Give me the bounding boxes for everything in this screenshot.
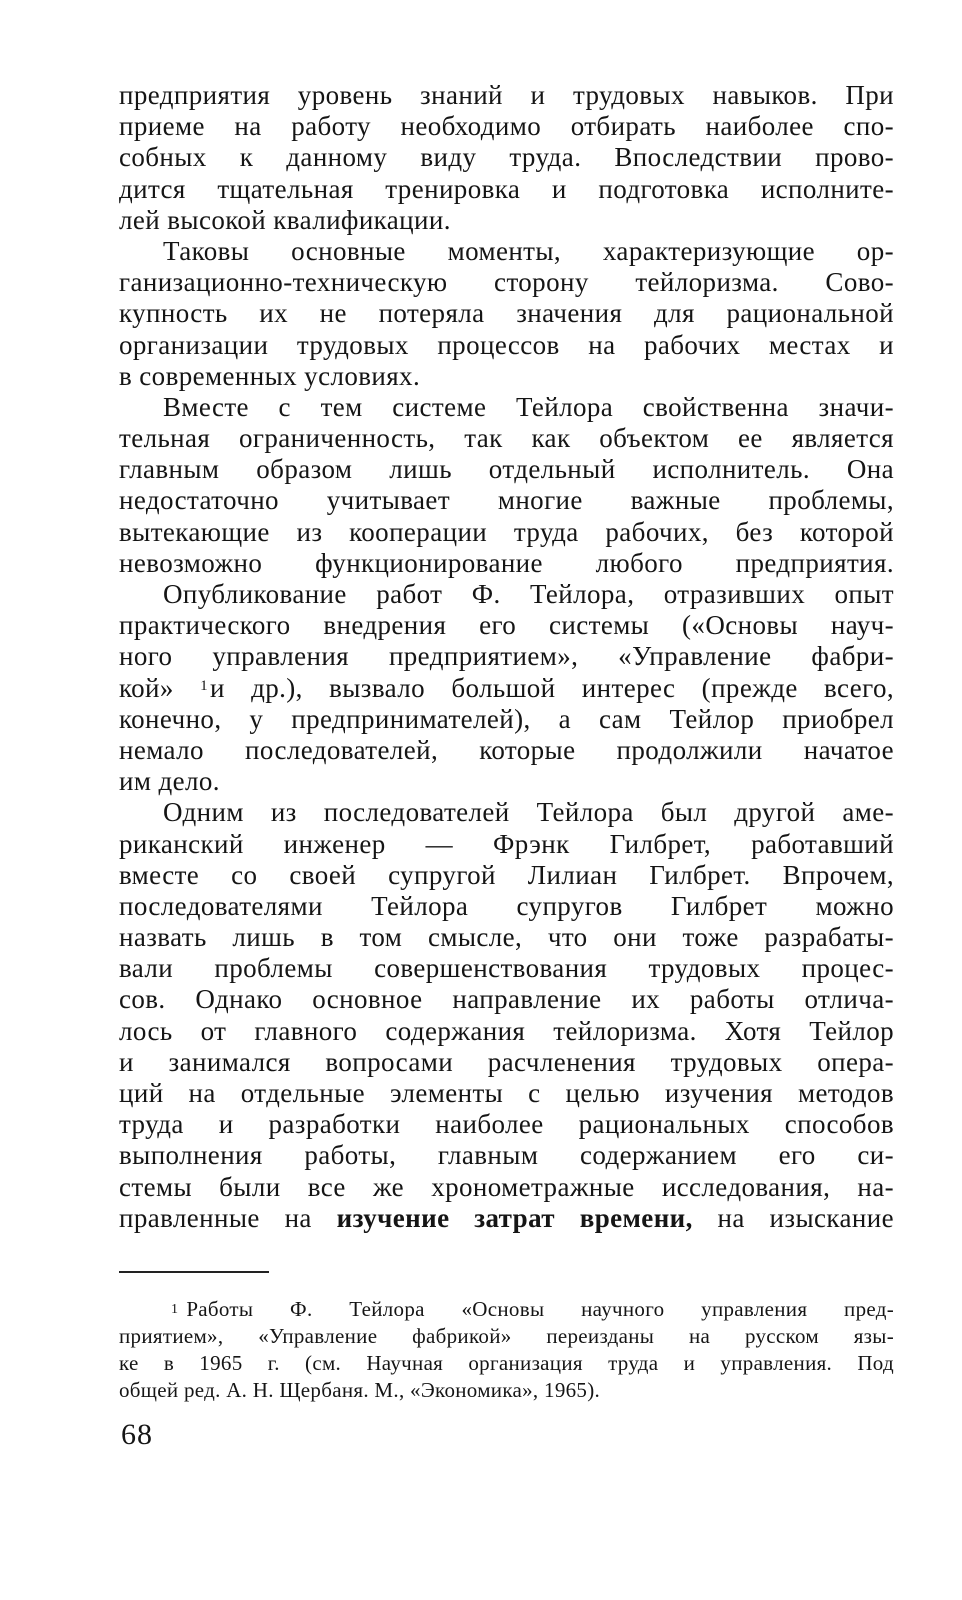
text-line: вытекающие из кооперации труда рабочих, без которой <box>119 516 894 547</box>
text-line: Таковы основные моменты, характеризующие ор- <box>163 235 894 266</box>
text-fragment: кой» <box>119 672 174 703</box>
text-line: конечно, у предпринимателей), а сам Тейлор приобрел <box>119 703 894 734</box>
text-line-with-footnote-ref <box>119 673 894 704</box>
text-line: сов. Однако основное направление их работы отлича- <box>119 984 894 1015</box>
footnote-reference: 1 <box>200 677 208 694</box>
paragraph <box>119 797 894 1234</box>
text-line: недостаточно учитывает многие важные проблемы, <box>119 485 894 516</box>
text-line: Одним из последователей Тейлора был другой аме- <box>163 797 894 828</box>
text-line: практического внедрения его системы («Основы науч- <box>119 610 894 641</box>
text-line-with-emphasis <box>119 1203 894 1234</box>
text-line: последователями Тейлора супругов Гилбрет можно <box>119 890 894 921</box>
text-line: ного управления предприятием», «Управление фабри- <box>119 641 894 672</box>
text-line: приеме на работу необходимо отбирать наиболее спо- <box>119 111 894 142</box>
text-line: организации трудовых процессов на рабочих местах и <box>119 329 894 360</box>
text-line: ций на отдельные элементы с целью изучения методов <box>119 1078 894 1108</box>
text-line: ганизационно-техническую сторону тейлоризма. Сово- <box>119 267 894 298</box>
text-line: купность их не потеряла значения для рациональной <box>119 298 894 329</box>
text-line: лось от главного содержания тейлоризма. Хотя Тейлор <box>119 1015 894 1046</box>
text-line: выполнения работы, главным содержанием его си- <box>119 1140 894 1171</box>
text-line: дится тщательная тренировка и подготовка исполните- <box>119 173 894 204</box>
text-fragment: правленные на <box>119 1202 312 1233</box>
text-line: немало последователей, которые продолжили начатое <box>119 734 894 765</box>
text-line: стемы были все же хронометражные исследования, на- <box>119 1171 894 1202</box>
footnote-separator <box>119 1271 269 1273</box>
footnote-line: ке в 1965 г. (см. Научная организация труда и управления. Под <box>119 1351 894 1375</box>
page-number: 68 <box>121 1418 153 1451</box>
text-line: назвать лишь в том смысле, что они тоже разрабаты- <box>119 922 894 953</box>
footnote <box>119 1296 894 1404</box>
text-line: и занимался вопросами расчленения трудовых опера- <box>119 1046 894 1077</box>
paragraph <box>119 392 894 579</box>
text-line: вали проблемы совершенствования трудовых процес- <box>119 953 894 984</box>
paragraph <box>119 236 894 392</box>
footnote-line <box>119 1296 894 1323</box>
text-line: риканский инженер — Фрэнк Гилбрет, работавший <box>119 828 894 859</box>
text-line: тельная ограниченность, так как объектом ее является <box>119 423 894 454</box>
paragraph <box>119 579 894 797</box>
footnote-line: общей ред. А. Н. Щербаня. М., «Экономика», 1965). <box>119 1378 601 1402</box>
text-line: труда и разработки наиболее рациональных способов <box>119 1109 894 1140</box>
text-line: предприятия уровень знаний и трудовых навыков. При <box>119 80 894 110</box>
text-line: главным образом лишь отдельный исполнитель. Она <box>119 454 894 485</box>
text-line: собных к данному виду труда. Впоследствии прово- <box>119 142 894 173</box>
paragraph <box>119 80 894 236</box>
text-line: невозможно функционирование любого предприятия. <box>119 547 894 578</box>
footnote-line: приятием», «Управление фабрикой» переизданы на русском язы- <box>119 1324 894 1348</box>
text-line: лей высокой квалификации. <box>119 204 451 235</box>
text-fragment: на изыскание <box>717 1202 894 1233</box>
text-fragment: и др.), вызвало большой интерес (прежде всего, <box>209 672 894 703</box>
footnote-mark: 1 <box>171 1302 179 1317</box>
text-line: Опубликование работ Ф. Тейлора, отразивших опыт <box>163 579 894 609</box>
text-line: им дело. <box>119 766 220 797</box>
text-line: вместе со своей супругой Лилиан Гилбрет. Впрочем, <box>119 859 894 890</box>
emphasis-text: изучение затрат времени, <box>336 1202 693 1233</box>
text-line: в современных условиях. <box>119 360 421 391</box>
page-body <box>119 80 894 1234</box>
text-fragment: Работы Ф. Тейлора «Основы научного управления пред- <box>186 1297 894 1321</box>
text-line: Вместе с тем системе Тейлора свойственна значи- <box>163 391 894 422</box>
